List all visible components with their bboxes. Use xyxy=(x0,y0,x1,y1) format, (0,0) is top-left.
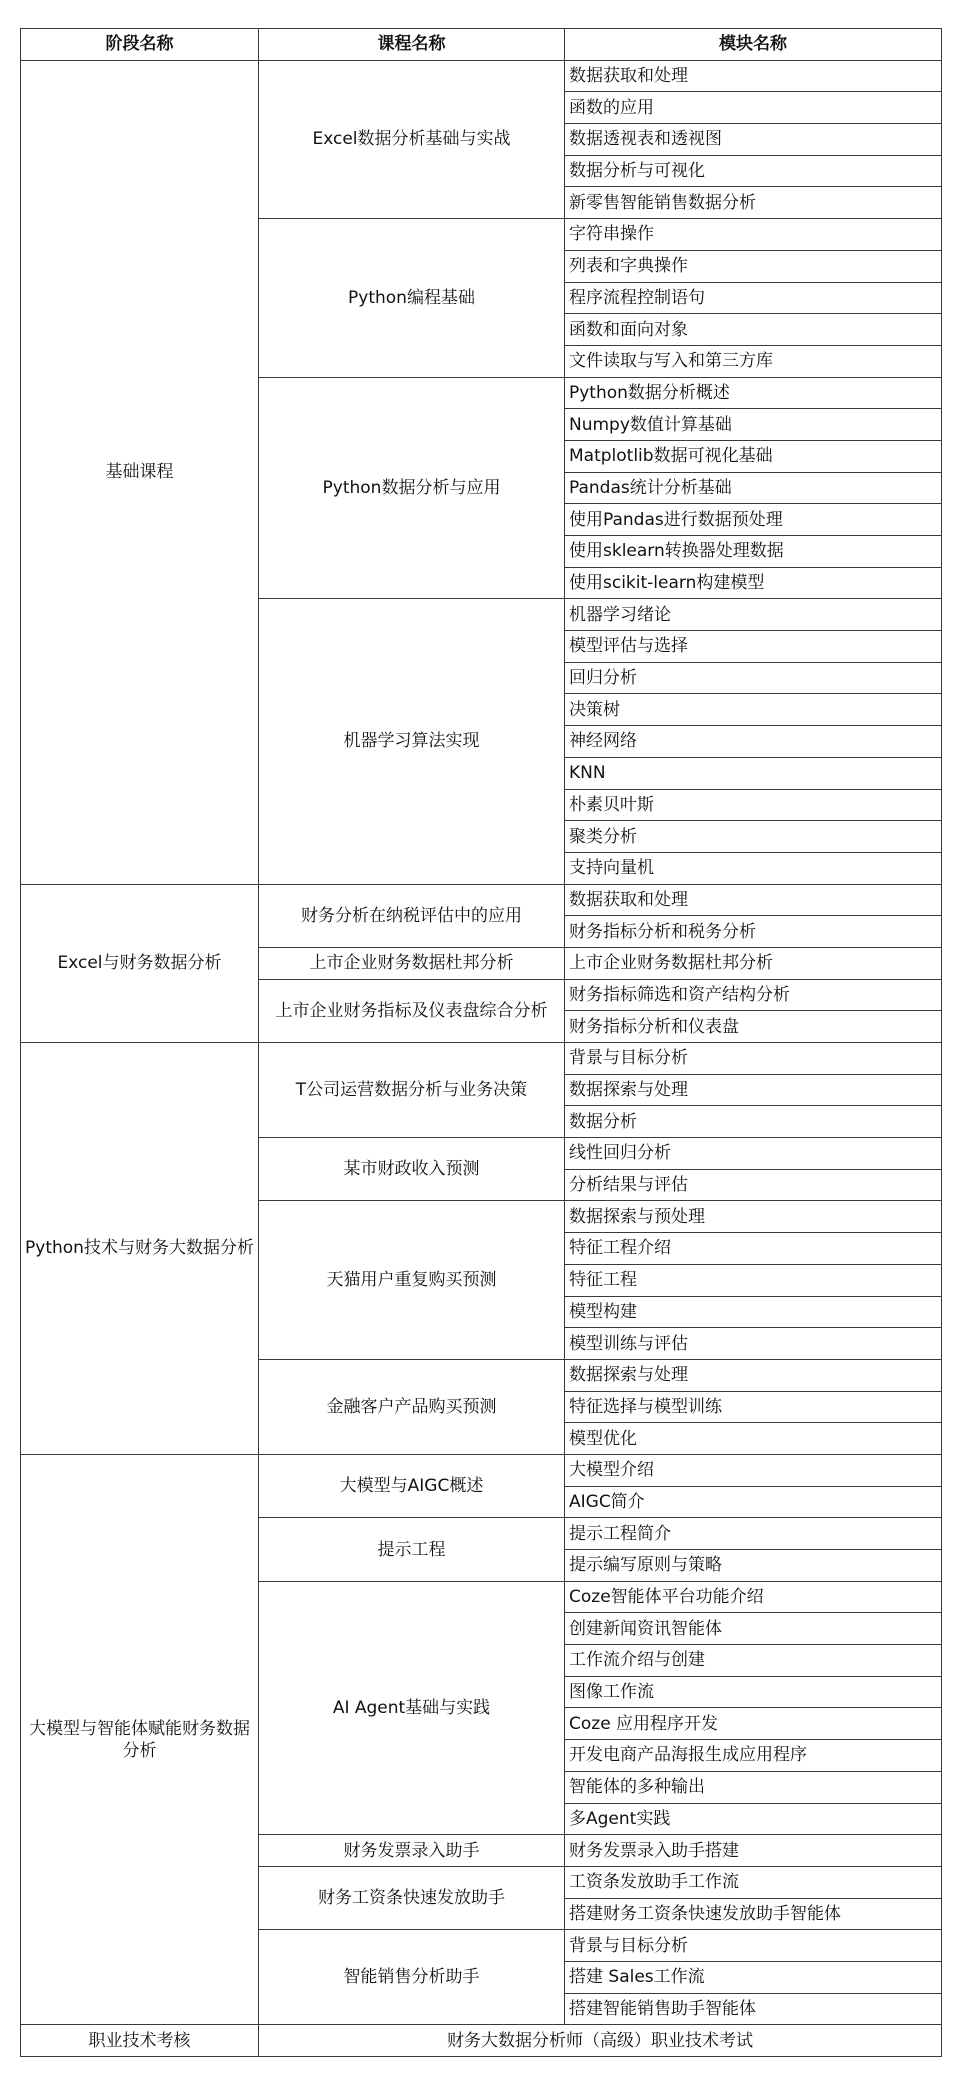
module-name: 函数的应用 xyxy=(565,92,942,124)
table-row xyxy=(21,1043,942,1075)
module-name: 使用Pandas进行数据预处理 xyxy=(565,504,942,536)
header-course: 课程名称 xyxy=(259,29,565,61)
course-name: 某市财政收入预测 xyxy=(259,1138,565,1201)
curriculum-body xyxy=(21,60,942,2056)
module-name: 数据透视表和透视图 xyxy=(565,124,942,156)
header-module: 模块名称 xyxy=(565,29,942,61)
header-row xyxy=(21,29,942,61)
module-name: 特征工程 xyxy=(565,1264,942,1296)
exam-content: 财务大数据分析师（高级）职业技术考试 xyxy=(259,2025,942,2057)
module-name: 使用sklearn转换器处理数据 xyxy=(565,536,942,568)
module-name: 开发电商产品海报生成应用程序 xyxy=(565,1740,942,1772)
module-name: 特征选择与模型训练 xyxy=(565,1391,942,1423)
module-name: 特征工程介绍 xyxy=(565,1233,942,1265)
module-name: 数据探索与预处理 xyxy=(565,1201,942,1233)
module-name: 数据分析与可视化 xyxy=(565,155,942,187)
course-name: 财务分析在纳税评估中的应用 xyxy=(259,884,565,947)
module-name: AIGC简介 xyxy=(565,1486,942,1518)
module-name: KNN xyxy=(565,757,942,789)
course-name: 上市企业财务数据杜邦分析 xyxy=(259,947,565,979)
course-name: Python数据分析与应用 xyxy=(259,377,565,599)
module-name: 程序流程控制语句 xyxy=(565,282,942,314)
course-name: 机器学习算法实现 xyxy=(259,599,565,884)
module-name: 上市企业财务数据杜邦分析 xyxy=(565,947,942,979)
course-name: 财务发票录入助手 xyxy=(259,1835,565,1867)
module-name: 新零售智能销售数据分析 xyxy=(565,187,942,219)
module-name: 创建新闻资讯智能体 xyxy=(565,1613,942,1645)
module-name: 多Agent实践 xyxy=(565,1803,942,1835)
course-name: AI Agent基础与实践 xyxy=(259,1581,565,1835)
stage-name: Excel与财务数据分析 xyxy=(21,884,259,1042)
course-name: T公司运营数据分析与业务决策 xyxy=(259,1043,565,1138)
stage-name: 基础课程 xyxy=(21,60,259,884)
module-name: Numpy数值计算基础 xyxy=(565,409,942,441)
module-name: 提示工程简介 xyxy=(565,1518,942,1550)
module-name: 模型优化 xyxy=(565,1423,942,1455)
course-name: 财务工资条快速发放助手 xyxy=(259,1866,565,1929)
module-name: 数据分析 xyxy=(565,1106,942,1138)
module-name: 数据获取和处理 xyxy=(565,60,942,92)
module-name: 数据探索与处理 xyxy=(565,1359,942,1391)
module-name: 线性回归分析 xyxy=(565,1138,942,1170)
module-name: 使用scikit-learn构建模型 xyxy=(565,567,942,599)
module-name: 提示编写原则与策略 xyxy=(565,1550,942,1582)
curriculum-table-container xyxy=(20,28,942,2057)
stage-name: Python技术与财务大数据分析 xyxy=(21,1043,259,1455)
course-name: Excel数据分析基础与实战 xyxy=(259,60,565,218)
course-name: 上市企业财务指标及仪表盘综合分析 xyxy=(259,979,565,1042)
table-row xyxy=(21,1454,942,1486)
module-name: 神经网络 xyxy=(565,726,942,758)
table-row xyxy=(21,884,942,916)
module-name: Python数据分析概述 xyxy=(565,377,942,409)
module-name: 模型训练与评估 xyxy=(565,1328,942,1360)
course-name: 金融客户产品购买预测 xyxy=(259,1359,565,1454)
course-name: 提示工程 xyxy=(259,1518,565,1581)
module-name: 背景与目标分析 xyxy=(565,1043,942,1075)
module-name: 财务指标分析和仪表盘 xyxy=(565,1011,942,1043)
course-name: 大模型与AIGC概述 xyxy=(259,1454,565,1517)
module-name: 搭建 Sales工作流 xyxy=(565,1961,942,1993)
module-name: 文件读取与写入和第三方库 xyxy=(565,345,942,377)
module-name: 背景与目标分析 xyxy=(565,1930,942,1962)
module-name: 回归分析 xyxy=(565,662,942,694)
module-name: Pandas统计分析基础 xyxy=(565,472,942,504)
module-name: 决策树 xyxy=(565,694,942,726)
table-row xyxy=(21,60,942,92)
exam-stage-name: 职业技术考核 xyxy=(21,2025,259,2057)
exam-row xyxy=(21,2025,942,2057)
module-name: 机器学习绪论 xyxy=(565,599,942,631)
module-name: 函数和面向对象 xyxy=(565,314,942,346)
module-name: 分析结果与评估 xyxy=(565,1169,942,1201)
module-name: 朴素贝叶斯 xyxy=(565,789,942,821)
module-name: 模型评估与选择 xyxy=(565,631,942,663)
module-name: 财务指标分析和税务分析 xyxy=(565,916,942,948)
module-name: 模型构建 xyxy=(565,1296,942,1328)
module-name: 支持向量机 xyxy=(565,852,942,884)
module-name: 工作流介绍与创建 xyxy=(565,1645,942,1677)
module-name: 图像工作流 xyxy=(565,1676,942,1708)
module-name: 搭建财务工资条快速发放助手智能体 xyxy=(565,1898,942,1930)
module-name: 数据探索与处理 xyxy=(565,1074,942,1106)
course-name: 智能销售分析助手 xyxy=(259,1930,565,2025)
module-name: Coze 应用程序开发 xyxy=(565,1708,942,1740)
module-name: Matplotlib数据可视化基础 xyxy=(565,440,942,472)
module-name: 数据获取和处理 xyxy=(565,884,942,916)
module-name: 财务发票录入助手搭建 xyxy=(565,1835,942,1867)
module-name: 工资条发放助手工作流 xyxy=(565,1866,942,1898)
module-name: 智能体的多种输出 xyxy=(565,1771,942,1803)
curriculum-table xyxy=(20,28,942,2057)
stage-name: 大模型与智能体赋能财务数据分析 xyxy=(21,1454,259,2024)
module-name: 搭建智能销售助手智能体 xyxy=(565,1993,942,2025)
header-stage: 阶段名称 xyxy=(21,29,259,61)
course-name: 天猫用户重复购买预测 xyxy=(259,1201,565,1359)
course-name: Python编程基础 xyxy=(259,219,565,377)
module-name: Coze智能体平台功能介绍 xyxy=(565,1581,942,1613)
module-name: 列表和字典操作 xyxy=(565,250,942,282)
module-name: 财务指标筛选和资产结构分析 xyxy=(565,979,942,1011)
module-name: 聚类分析 xyxy=(565,821,942,853)
module-name: 大模型介绍 xyxy=(565,1454,942,1486)
module-name: 字符串操作 xyxy=(565,219,942,251)
